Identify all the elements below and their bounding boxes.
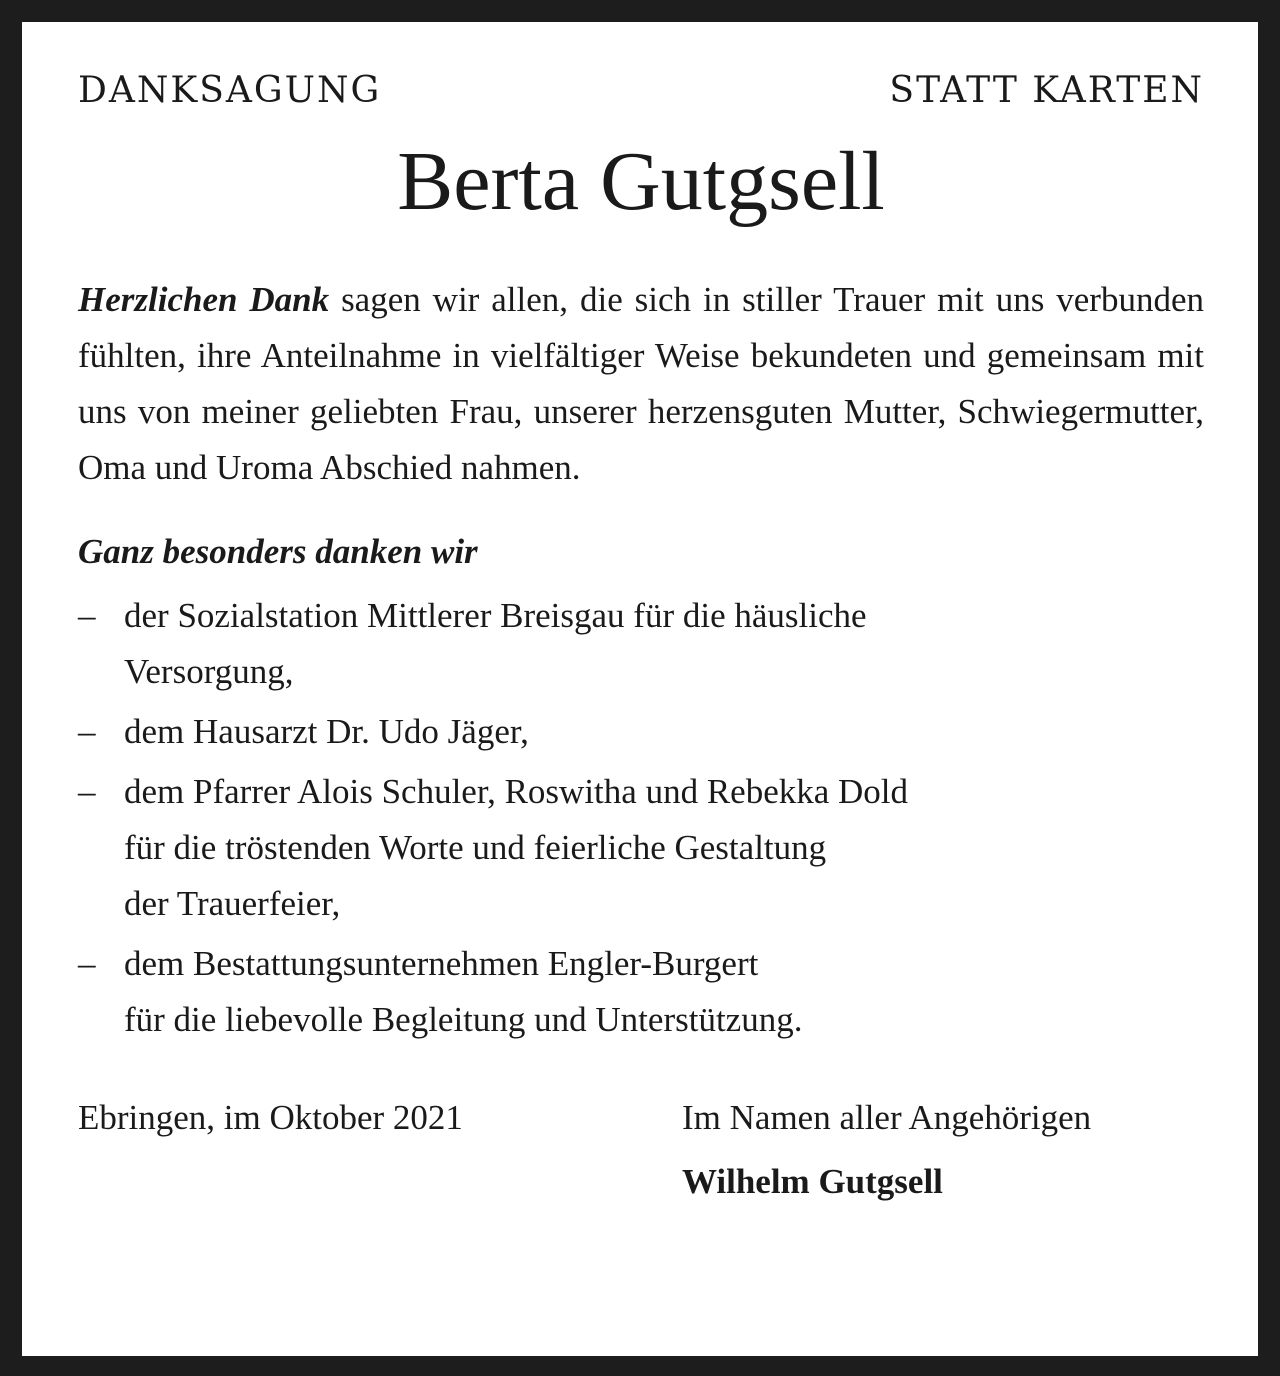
- list-line: dem Pfarrer Alois Schuler, Roswitha und Rebekka Dold: [124, 772, 909, 811]
- list-line: für die liebevolle Begleitung und Unterstützung.: [124, 1000, 803, 1039]
- list-dash: –: [78, 596, 96, 635]
- on-behalf-text: Im Namen aller Angehörigen: [682, 1098, 1092, 1137]
- intro-paragraph: [78, 272, 1204, 496]
- list-item: [78, 704, 1204, 760]
- header-row: [78, 62, 1204, 120]
- signer-name: Wilhelm Gutgsell: [682, 1162, 943, 1201]
- thanks-list: [78, 588, 1204, 1048]
- card-content: [78, 62, 1204, 1210]
- list-line: der Sozialstation Mittlerer Breisgau für die häusliche: [124, 596, 867, 635]
- intro-lead: Herzlichen Dank: [78, 280, 330, 319]
- list-line: dem Hausarzt Dr. Udo Jäger,: [124, 712, 529, 751]
- list-item: [78, 588, 1204, 700]
- list-line: der Trauerfeier,: [124, 884, 341, 923]
- list-dash: –: [78, 944, 96, 983]
- list-item: [78, 764, 1204, 932]
- list-line: für die tröstenden Worte und feierliche Gestaltung: [124, 828, 827, 867]
- header-danksagung: DANKSAGUNG: [78, 70, 382, 111]
- obituary-card: [22, 22, 1258, 1356]
- list-dash: –: [78, 712, 96, 751]
- footer: [78, 1090, 1204, 1210]
- list-line: Versorgung,: [124, 652, 294, 691]
- list-line: dem Bestattungsunternehmen Engler-Burgert: [124, 944, 759, 983]
- list-item: [78, 936, 1204, 1048]
- list-dash: –: [78, 772, 96, 811]
- place-date: Ebringen, im Oktober 2021: [78, 1098, 463, 1137]
- header-statt-karten: STATT KARTEN: [889, 70, 1204, 111]
- thanks-heading: Ganz besonders danken wir: [78, 532, 478, 571]
- intro-text: sagen wir allen, die sich in stiller Trauer mit uns verbunden fühlten, ihre Anteilnahme in vielfältiger Weise bekundeten und gemeinsam mit uns von meiner geliebten Frau, unserer herzensguten Mutter, Schwiegermutter, Oma und Uroma Abschied nahmen.: [78, 280, 1204, 487]
- signature-block: [682, 1090, 1204, 1210]
- deceased-name: Berta Gutgsell: [397, 135, 885, 228]
